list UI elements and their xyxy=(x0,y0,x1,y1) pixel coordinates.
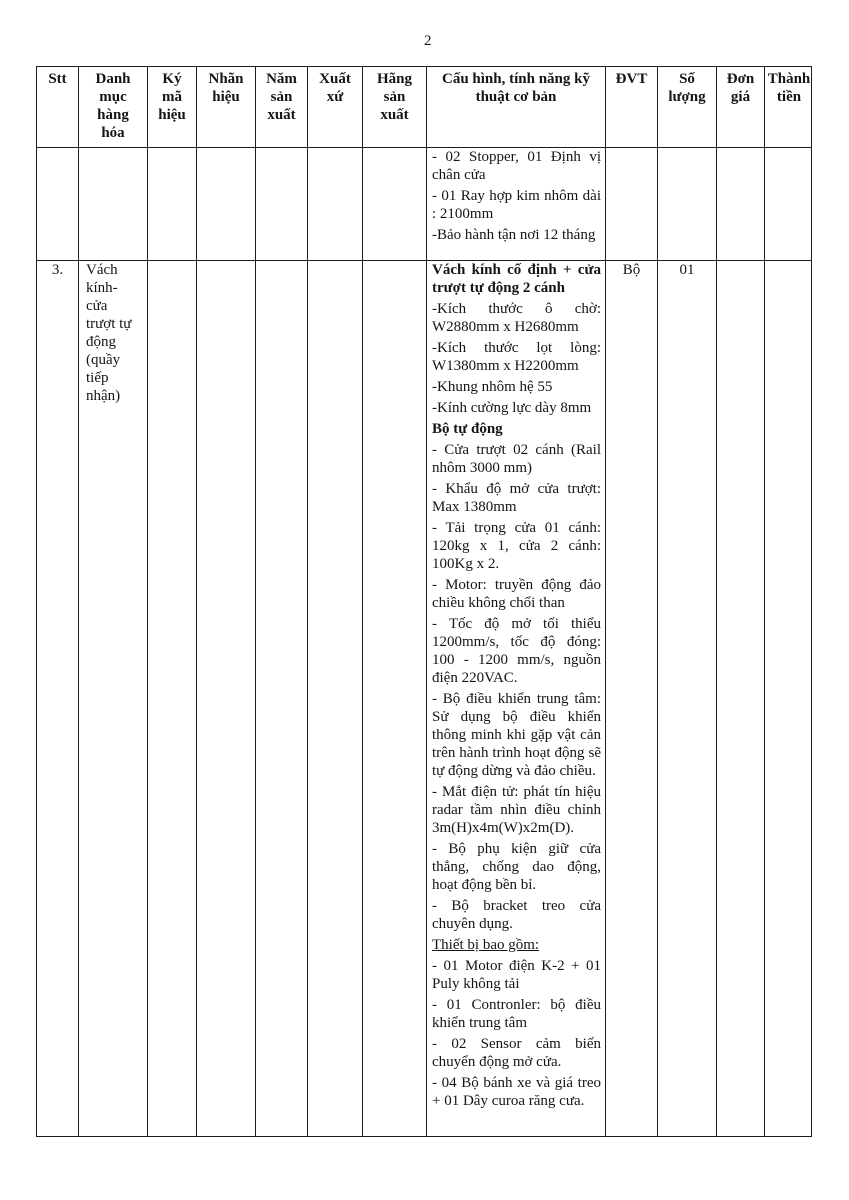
header-model-code xyxy=(148,67,197,148)
spec-item: -Khung nhôm hệ 55 xyxy=(432,379,553,395)
cell-unit-price xyxy=(717,148,765,261)
cell-unit-price xyxy=(717,261,765,1137)
cell-total xyxy=(765,148,812,261)
spec-heading: Bộ tự động xyxy=(432,421,503,437)
spec-item: - Cửa trượt 02 cánh (Rail nhôm 3000 mm) xyxy=(432,442,601,476)
cell-quantity xyxy=(658,148,717,261)
cell-unit xyxy=(606,261,658,1137)
header-unit-label: ĐVT xyxy=(615,71,648,87)
header-year-label: Năm sản xuất xyxy=(266,71,297,123)
cell-stt xyxy=(37,148,79,261)
cell-specs xyxy=(427,261,606,1137)
spec-item: - Motor: truyền động đảo chiều không chổi than xyxy=(432,577,601,611)
quantity-value: 01 xyxy=(679,262,695,278)
header-year xyxy=(256,67,308,148)
spec-item: - 02 Stopper, 01 Định vị chân cửa xyxy=(432,149,601,183)
cell-total xyxy=(765,261,812,1137)
header-brand-label: Nhãn hiệu xyxy=(208,71,244,105)
header-stt-label: Stt xyxy=(48,71,67,87)
spec-item: - Khẩu độ mở cửa trượt: Max 1380mm xyxy=(432,481,601,515)
spec-item: - 01 Ray hợp kim nhôm dài : 2100mm xyxy=(432,188,601,222)
spec-item: - 02 Sensor cảm biến chuyển động mở cửa. xyxy=(432,1036,601,1070)
header-quantity-label: Số lượng xyxy=(668,71,706,105)
spec-subheading: Thiết bị bao gồm: xyxy=(432,937,540,953)
spec-item: - Bộ bracket treo cửa chuyên dụng. xyxy=(432,898,601,932)
spec-item: - 01 Contronler: bộ điều khiển trung tâm xyxy=(432,997,601,1031)
cell-manufacturer xyxy=(363,148,427,261)
goods-table xyxy=(36,66,812,1137)
header-unit-price xyxy=(717,67,765,148)
header-total-label: Thành tiền xyxy=(767,71,811,105)
header-item-name-label: Danh mục hàng hóa xyxy=(95,71,131,141)
cell-manufacturer xyxy=(363,261,427,1137)
table-row xyxy=(37,148,812,261)
cell-brand xyxy=(197,148,256,261)
spec-item: -Bảo hành tận nơi 12 tháng xyxy=(432,227,596,243)
cell-year xyxy=(256,261,308,1137)
spec-item: -Kích thước lọt lòng: W1380mm x H2200mm xyxy=(432,340,601,374)
header-brand xyxy=(197,67,256,148)
cell-origin xyxy=(308,261,363,1137)
header-unit-price-label: Đơn giá xyxy=(726,71,755,105)
spec-heading: Vách kính cố định + cửa trượt tự động 2 cánh xyxy=(432,262,601,296)
spec-item: - Tải trọng cửa 01 cánh: 120kg x 1, cửa 2 cánh: 100Kg x 2. xyxy=(432,520,601,572)
cell-model-code xyxy=(148,148,197,261)
cell-unit xyxy=(606,148,658,261)
header-origin-label: Xuất xứ xyxy=(319,71,351,105)
spec-item: - Mắt điện tử: phát tín hiệu radar tầm nhìn điều chỉnh 3m(H)x4m(W)x2m(D). xyxy=(432,784,601,836)
spec-item: - Bộ điều khiển trung tâm: Sử dụng bộ điều khiển thông minh khi gặp vật cản trên hành trình hoạt động sẽ tự động dừng và đảo chiều. xyxy=(432,691,601,779)
cell-quantity xyxy=(658,261,717,1137)
header-stt xyxy=(37,67,79,148)
cell-year xyxy=(256,148,308,261)
spec-item: -Kích thước ô chờ: W2880mm x H2680mm xyxy=(432,301,601,335)
header-manufacturer xyxy=(363,67,427,148)
page-number: 2 xyxy=(424,33,432,49)
spec-item: - 01 Motor điện K-2 + 01 Puly không tải xyxy=(432,958,601,992)
table-row xyxy=(37,261,812,1137)
spec-item: - Bộ phụ kiện giữ cửa thẳng, chống dao động, hoạt động bền bỉ. xyxy=(432,841,601,893)
header-manufacturer-label: Hãng sản xuất xyxy=(376,71,412,123)
cell-item-name xyxy=(79,148,148,261)
cell-brand xyxy=(197,261,256,1137)
header-total xyxy=(765,67,812,148)
header-model-code-label: Ký mã hiệu xyxy=(158,71,186,123)
header-origin xyxy=(308,67,363,148)
cell-model-code xyxy=(148,261,197,1137)
cell-origin xyxy=(308,148,363,261)
unit-value: Bộ xyxy=(622,262,641,278)
spec-item: - Tốc độ mở tối thiểu 1200mm/s, tốc độ đóng: 100 - 1200 mm/s, nguồn điện 220VAC. xyxy=(432,616,601,686)
item-name: Vách kính-cửa trượt tự động (quầy tiếp nhận) xyxy=(86,262,132,404)
cell-specs xyxy=(427,148,606,261)
spec-item: -Kính cường lực dày 8mm xyxy=(432,400,592,416)
spec-item: - 04 Bộ bánh xe và giá treo + 01 Dây curoa răng cưa. xyxy=(432,1075,601,1109)
cell-item-name xyxy=(79,261,148,1137)
row-number: 3. xyxy=(51,262,64,278)
cell-stt xyxy=(37,261,79,1137)
header-specs xyxy=(427,67,606,148)
table-header-row xyxy=(37,67,812,148)
header-unit xyxy=(606,67,658,148)
header-specs-label: Cấu hình, tính năng kỹ thuật cơ bản xyxy=(442,71,590,105)
header-item-name xyxy=(79,67,148,148)
header-quantity xyxy=(658,67,717,148)
